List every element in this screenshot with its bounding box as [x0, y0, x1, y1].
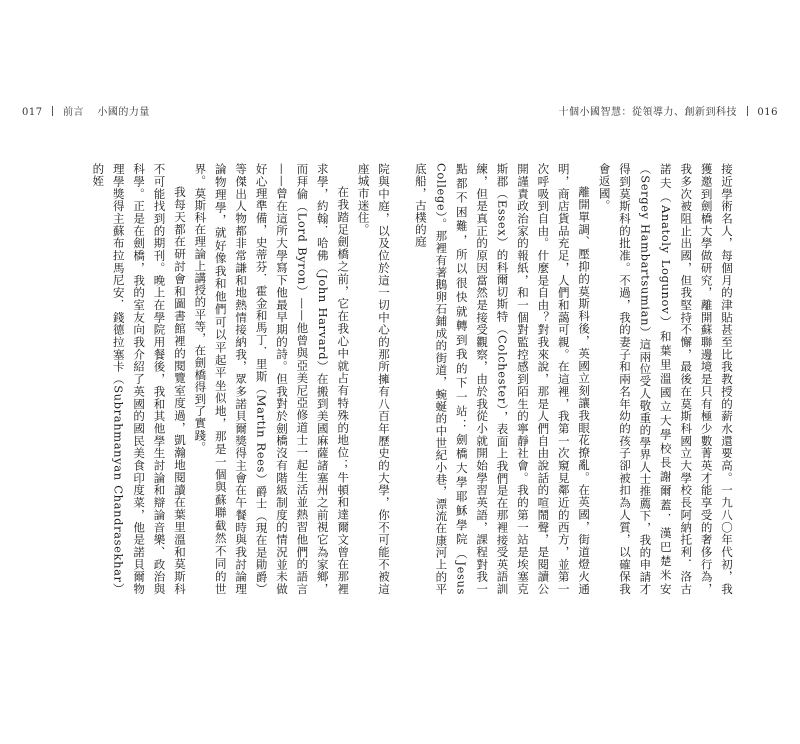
right-paragraph-2: 離開單調、壓抑的莫斯科後，英國立刻讓我眼花撩亂。在英國，街道燈火通明，商店貨品充足，人們和藹可親。在這裡，我第一次窺見鄰近的西方，並第一次呼吸到自由。什麼是自由？對我來說，那是人們自由說話的喧鬧聲，是閱讀公開謹責政治家的報紙，和一個對監控感到陌生的寧靜社會。我的第一站是埃塞克斯郡（Essex）的科爾切斯特（Colchester），表面上我們是在那裡接受英語訓練，但是真正的原因當然是接受觀察，由於我從小就開始學習英語，課程對我一點都不困難，所以很快就轉到我的下一站：劍橋大學耶穌學院（Jesus College）。那裡有著鵝卵石鋪成的街道，蜿蜒的中世紀小巷，漂流在康河上的平底船，古樸的庭	[413, 163, 592, 595]
left-paragraph-3: 我每天都在研討會和圖書館裡的閱覽室度過，凱瀚地閱讀在葉里溫和莫斯科不可能找到的期刊。晚上在學院用餐後，我和其他學生討論和辯論音樂、政治與科學。正是在劍橋，我的室友向我介紹了英國的國民美食印度菜，他是諾貝爾物理學獎得主蘇布拉馬尼安．錢德拉塞卡（Subrahmanyan Chandrasekhar）的姪	[91, 163, 187, 595]
right-paragraph-1: 接近學術名人，每個月的津貼甚至比我教授的薪水還要高。一九八〇年代初，我獲邀到劍橋大學做研究，離開蘇聯邊境是只有極少數菁英才能享受的奢侈行為，我多次被阻止出國，但我堅持不懈，最後在莫斯科國立大學校長阿納托利．洛古諾夫（Anatoly Logunov）和葉里溫國立大學校長謝爾蓋．漢巴楚米安（Sergey Hambartsumian）這兩位受人敬重的學界人士推薦下，我的申請才得到莫斯科的批准。不過，我的妻子和兩名年幼的孩子卻被扣為人質，以確保我會返國。	[597, 163, 734, 595]
left-running-header	[22, 105, 150, 121]
right-book-title: 十個小國智慧：從領導力、創新到科技	[558, 107, 738, 118]
right-running-header	[559, 105, 778, 121]
left-page-body	[91, 163, 394, 595]
left-chapter-title: 小國的力量	[97, 107, 150, 118]
left-section-label: 前言	[62, 107, 84, 118]
header-divider	[747, 106, 748, 116]
left-paragraph-2: 在我踏足劍橋之前，它在我心中就占有特殊的地位；牛頓和達爾文曾在那裡求學，約翰．哈佛（John Harvard）在搬到美國麻薩諸塞州之前視它為家鄉，而拜倫（Lord Byron）——他曾與亞美尼亞修道士一起生活並熱習他們的語言——曾在這所大學寫下他最早期的詩。但我對於劍橋沒有階級制度的情況並未做好心理準備，史蒂芬．霍金和馬丁．里斯（Martin Rees）爵士（現在是勛爵）等傑出人物都非常謙和地熱情接納我，眾多諾貝爾獎得主會在午餐時與我討論理論物理學，就好像我和他們可以平起平坐似地，那是一個與蘇聯截然不同的世界。莫斯科在理論上講授的平等，在劍橋得到了實踐。	[193, 163, 351, 595]
right-page-body	[413, 163, 737, 595]
left-page-number: 017	[22, 107, 43, 118]
left-paragraph-1: 院與中庭，以及位於這一切中心的那所擁有八百年歷史的大學，你不可能不被這座城市迷住。	[356, 163, 391, 595]
right-page-number: 016	[757, 107, 778, 118]
header-divider	[52, 106, 53, 116]
